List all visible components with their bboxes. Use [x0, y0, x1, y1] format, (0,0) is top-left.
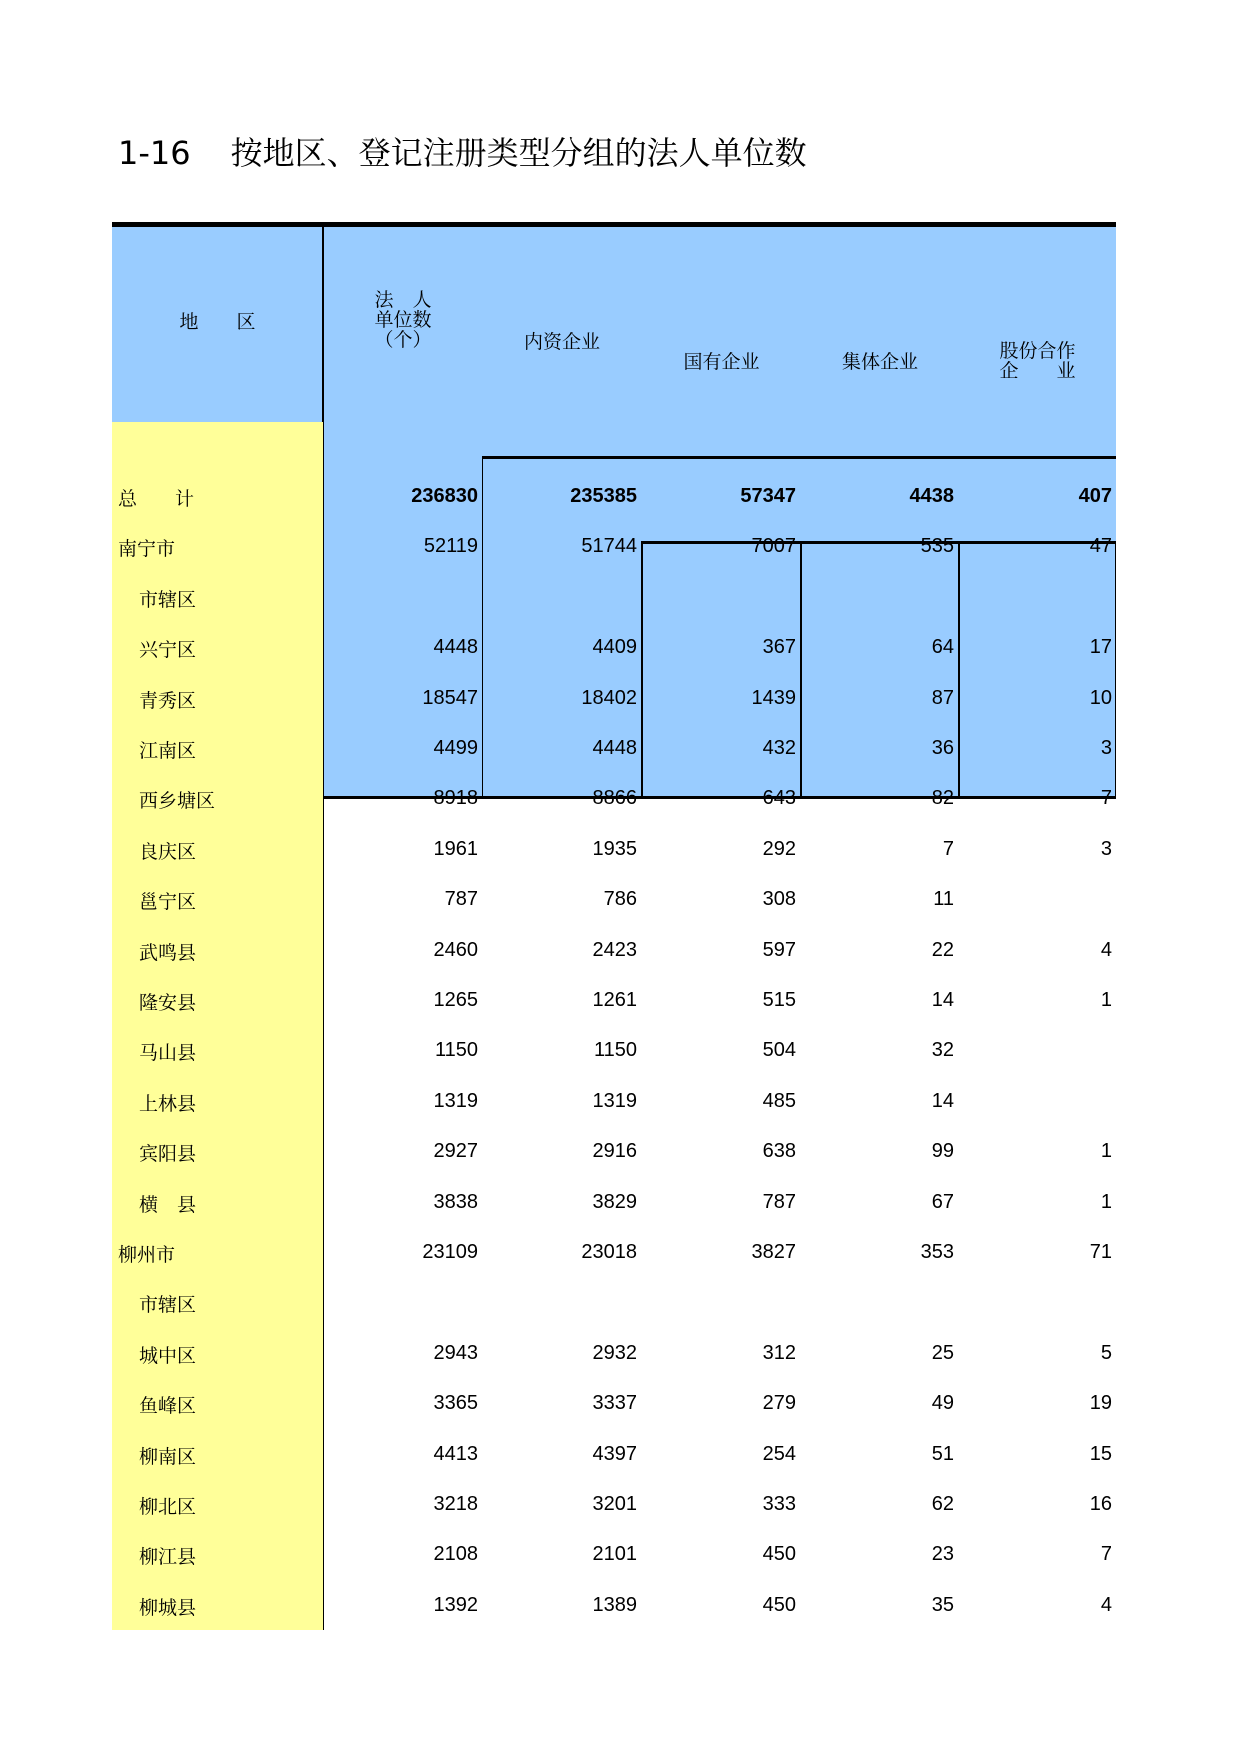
cell-value: 82: [931, 787, 954, 810]
table-row: [112, 1430, 1116, 1480]
cell-value: 504: [762, 1039, 796, 1062]
region-name: 城中区: [139, 1344, 197, 1367]
cell-value: 1150: [593, 1039, 637, 1062]
region-name: 隆安县: [139, 992, 197, 1014]
table-row: [112, 1530, 1116, 1580]
region-name: 市辖区: [139, 588, 197, 611]
header-domestic: 内资企业: [523, 331, 600, 353]
cell-value: 3829: [592, 1190, 637, 1213]
cell-value: 2460: [433, 938, 478, 961]
cell-value: 4: [1100, 938, 1112, 961]
cell-value: 515: [762, 989, 796, 1011]
cell-value: 8866: [592, 787, 637, 810]
cell-value: 4413: [433, 1442, 478, 1465]
cell-value: 432: [762, 737, 796, 759]
cell-value: 23: [931, 1543, 954, 1566]
region-name: 武鸣县: [139, 941, 197, 964]
cell-value: 2927: [433, 1140, 478, 1163]
region-name: 良庆区: [139, 840, 197, 863]
cell-value: 17: [1089, 636, 1112, 659]
cell-value: 99: [931, 1140, 954, 1163]
cell-value: 3827: [751, 1241, 796, 1263]
cell-value: 35: [931, 1593, 954, 1616]
cell-value: 333: [762, 1493, 796, 1515]
cell-value: 3201: [592, 1493, 637, 1515]
region-name: 上林县: [139, 1092, 197, 1115]
table-row: [112, 774, 1116, 824]
region-name: 柳北区: [139, 1496, 197, 1518]
table-row: [112, 573, 1116, 623]
cell-value: 51: [931, 1442, 954, 1465]
cell-value: 51744: [581, 535, 637, 558]
cell-value: 7: [1100, 787, 1112, 810]
header-region: 地 区: [179, 311, 256, 333]
cell-value: 3838: [433, 1190, 478, 1213]
cell-value: 1392: [433, 1593, 478, 1616]
cell-value: 292: [762, 837, 796, 860]
table-title: 按地区、登记注册类型分组的法人单位数: [230, 134, 807, 172]
cell-value: 47: [1089, 535, 1112, 558]
region-name: 青秀区: [139, 689, 197, 712]
cell-value: 2423: [592, 938, 637, 961]
table-row: [112, 472, 1116, 522]
cell-value: 450: [762, 1543, 796, 1566]
cell-value: 7: [1100, 1543, 1112, 1566]
cell-value: 3: [1100, 737, 1112, 759]
cell-value: 1: [1100, 1190, 1112, 1213]
region-name: 柳城县: [139, 1596, 197, 1619]
cell-value: 18547: [422, 686, 478, 709]
cell-value: 353: [920, 1241, 954, 1263]
header-joint-stock: 股份合作 企 业: [999, 340, 1076, 382]
cell-value: 254: [762, 1442, 796, 1465]
region-name: 兴宁区: [139, 639, 197, 662]
cell-value: 1439: [751, 686, 796, 709]
cell-value: 14: [931, 989, 954, 1011]
cell-value: 23109: [422, 1241, 478, 1263]
cell-value: 638: [762, 1140, 796, 1163]
region-name: 江南区: [139, 740, 197, 762]
cell-value: 2101: [592, 1543, 637, 1566]
table-row: [112, 1329, 1116, 1379]
table-row: [112, 926, 1116, 976]
cell-value: 367: [762, 636, 796, 659]
cell-value: 7007: [751, 535, 796, 558]
cell-value: 787: [444, 888, 478, 911]
cell-value: 485: [762, 1089, 796, 1112]
cell-value: 3: [1100, 837, 1112, 860]
cell-value: 235385: [570, 485, 637, 507]
cell-value: 4438: [909, 485, 954, 507]
cell-value: 2108: [433, 1543, 478, 1566]
cell-value: 2943: [433, 1341, 478, 1364]
cell-value: 2916: [592, 1140, 637, 1163]
cell-value: 1: [1100, 1140, 1112, 1163]
region-name: 西乡塘区: [139, 790, 216, 813]
header-state-owned: 国有企业: [683, 351, 760, 373]
region-name: 南宁市: [118, 538, 176, 561]
cell-value: 236830: [411, 485, 478, 507]
cell-value: 7: [942, 837, 954, 860]
table-row: [112, 1178, 1116, 1228]
table-number: 1-16: [118, 134, 191, 172]
cell-value: 18402: [581, 686, 637, 709]
cell-value: 32: [931, 1039, 954, 1062]
region-name: 柳南区: [139, 1445, 197, 1468]
table-row: [112, 724, 1116, 774]
cell-value: 2932: [592, 1341, 637, 1364]
cell-value: 786: [603, 888, 637, 911]
cell-value: 1319: [433, 1089, 478, 1112]
cell-value: 62: [931, 1493, 954, 1515]
header-total-units: 法 人 单位数 （个）: [374, 289, 432, 351]
table-row: [112, 1480, 1116, 1530]
cell-value: 64: [931, 636, 954, 659]
header-collective: 集体企业: [841, 351, 918, 373]
cell-value: 11: [933, 888, 954, 911]
region-name: 总 计: [118, 488, 195, 510]
cell-value: 3218: [433, 1493, 478, 1515]
table-row: [112, 1077, 1116, 1127]
region-name: 鱼峰区: [139, 1395, 197, 1418]
cell-value: 279: [762, 1392, 796, 1415]
cell-value: 4409: [592, 636, 637, 659]
region-name: 宾阳县: [139, 1143, 197, 1166]
cell-value: 15: [1089, 1442, 1112, 1465]
cell-value: 22: [931, 938, 954, 961]
region-name: 柳州市: [118, 1244, 176, 1266]
cell-value: 3365: [433, 1392, 478, 1415]
table-row: [112, 825, 1116, 875]
cell-value: 5: [1100, 1341, 1112, 1364]
region-name: 邕宁区: [139, 891, 197, 914]
cell-value: 1389: [592, 1593, 637, 1616]
cell-value: 787: [762, 1190, 796, 1213]
cell-value: 67: [931, 1190, 954, 1213]
cell-value: 14: [931, 1089, 954, 1112]
region-name: 马山县: [139, 1042, 197, 1065]
table-row: [112, 1278, 1116, 1328]
table-row: [112, 1026, 1116, 1076]
cell-value: 407: [1078, 485, 1112, 507]
cell-value: 643: [762, 787, 796, 810]
cell-value: 25: [931, 1341, 954, 1364]
cell-value: 1319: [592, 1089, 637, 1112]
cell-value: 4448: [592, 737, 637, 759]
cell-value: 3337: [592, 1392, 637, 1415]
cell-value: 8918: [433, 787, 478, 810]
table-row: [112, 1127, 1116, 1177]
table-row: [112, 1379, 1116, 1429]
cell-value: 597: [762, 938, 796, 961]
cell-value: 1: [1100, 989, 1112, 1011]
region-name: 横 县: [139, 1193, 197, 1216]
cell-value: 36: [931, 737, 954, 759]
page-title: [118, 128, 807, 174]
cell-value: 4: [1100, 1593, 1112, 1616]
cell-value: 4397: [592, 1442, 637, 1465]
cell-value: 1935: [592, 837, 637, 860]
cell-value: 23018: [581, 1241, 637, 1263]
cell-value: 87: [931, 686, 954, 709]
table-row: [112, 522, 1116, 572]
cell-value: 1265: [433, 989, 478, 1011]
cell-value: 57347: [740, 485, 796, 507]
table-row: [112, 1228, 1116, 1278]
cell-value: 10: [1089, 686, 1112, 709]
cell-value: 49: [931, 1392, 954, 1415]
cell-value: 1961: [433, 837, 478, 860]
cell-value: 450: [762, 1593, 796, 1616]
table-row: [112, 976, 1116, 1026]
cell-value: 4499: [433, 737, 478, 759]
cell-value: 52119: [423, 535, 478, 558]
cell-value: 1150: [434, 1039, 478, 1062]
cell-value: 19: [1089, 1392, 1112, 1415]
cell-value: 535: [920, 535, 954, 558]
table-row: [112, 1581, 1116, 1631]
region-name: 柳江县: [139, 1546, 197, 1569]
cell-value: 312: [762, 1341, 796, 1364]
table-row: [112, 875, 1116, 925]
table-row: [112, 623, 1116, 673]
region-name: 市辖区: [139, 1294, 197, 1317]
cell-value: 4448: [433, 636, 478, 659]
cell-value: 16: [1089, 1493, 1112, 1515]
cell-value: 308: [762, 888, 796, 911]
cell-value: 71: [1089, 1241, 1112, 1263]
table-row: [112, 674, 1116, 724]
cell-value: 1261: [592, 989, 637, 1011]
